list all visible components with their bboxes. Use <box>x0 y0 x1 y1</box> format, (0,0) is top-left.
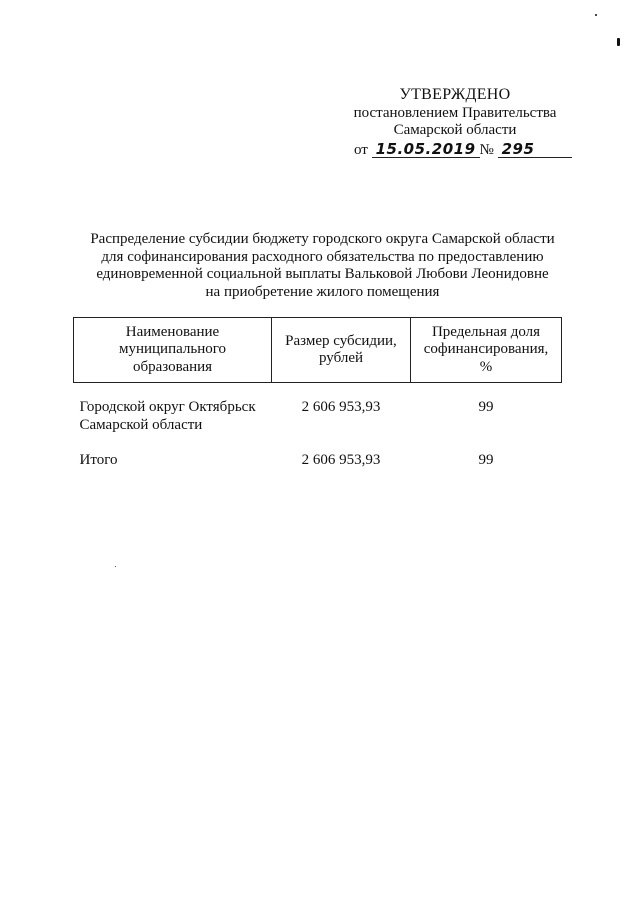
municipality-name <box>74 383 272 435</box>
date-prefix: от <box>354 142 368 158</box>
approval-block <box>340 86 570 159</box>
scan-speck <box>617 38 620 46</box>
heading-line-4: на приобретение жилого помещения <box>205 283 440 300</box>
scan-speck <box>595 14 597 16</box>
handwritten-date: 15.05.2019 <box>372 141 480 158</box>
header-cofinancing-share: Предельная доля софинансирования, % <box>411 318 562 383</box>
table-row <box>74 383 562 435</box>
total-share: 99 <box>478 452 494 468</box>
table-header-row <box>74 318 562 383</box>
heading-line-1: Распределение субсидии бюджету городского округа Самарской области <box>90 231 555 247</box>
document-heading <box>60 231 585 301</box>
approval-line-2: Самарской области <box>393 122 517 138</box>
total-label: Итого <box>79 452 118 468</box>
header-subsidy-amount: Размер субсидии, рублей <box>272 318 411 383</box>
municipality-name-line-1: Городской округ Октябрьск <box>79 399 256 415</box>
approval-line-1: постановлением Правительства <box>353 105 557 121</box>
approval-date-line <box>340 141 570 159</box>
municipality-name-line-2: Самарской области <box>79 416 203 433</box>
header-municipality: Наименование муниципального образования <box>74 318 272 383</box>
distribution-table <box>73 317 562 470</box>
heading-line-3: единовременной социальной выплаты Вальковой Любови Леонидовне <box>96 266 549 282</box>
heading-line-2: для софинансирования расходного обязательства по предоставлению <box>101 248 544 265</box>
approval-title: УТВЕРЖДЕНО <box>399 86 511 103</box>
number-sign: № <box>479 142 494 158</box>
handwritten-number: 295 <box>498 141 572 158</box>
subsidy-amount: 2 606 953,93 <box>301 399 381 415</box>
scan-speck <box>115 566 116 567</box>
cofinancing-share: 99 <box>478 399 494 415</box>
total-amount: 2 606 953,93 <box>301 452 381 468</box>
table-total-row <box>74 434 562 470</box>
